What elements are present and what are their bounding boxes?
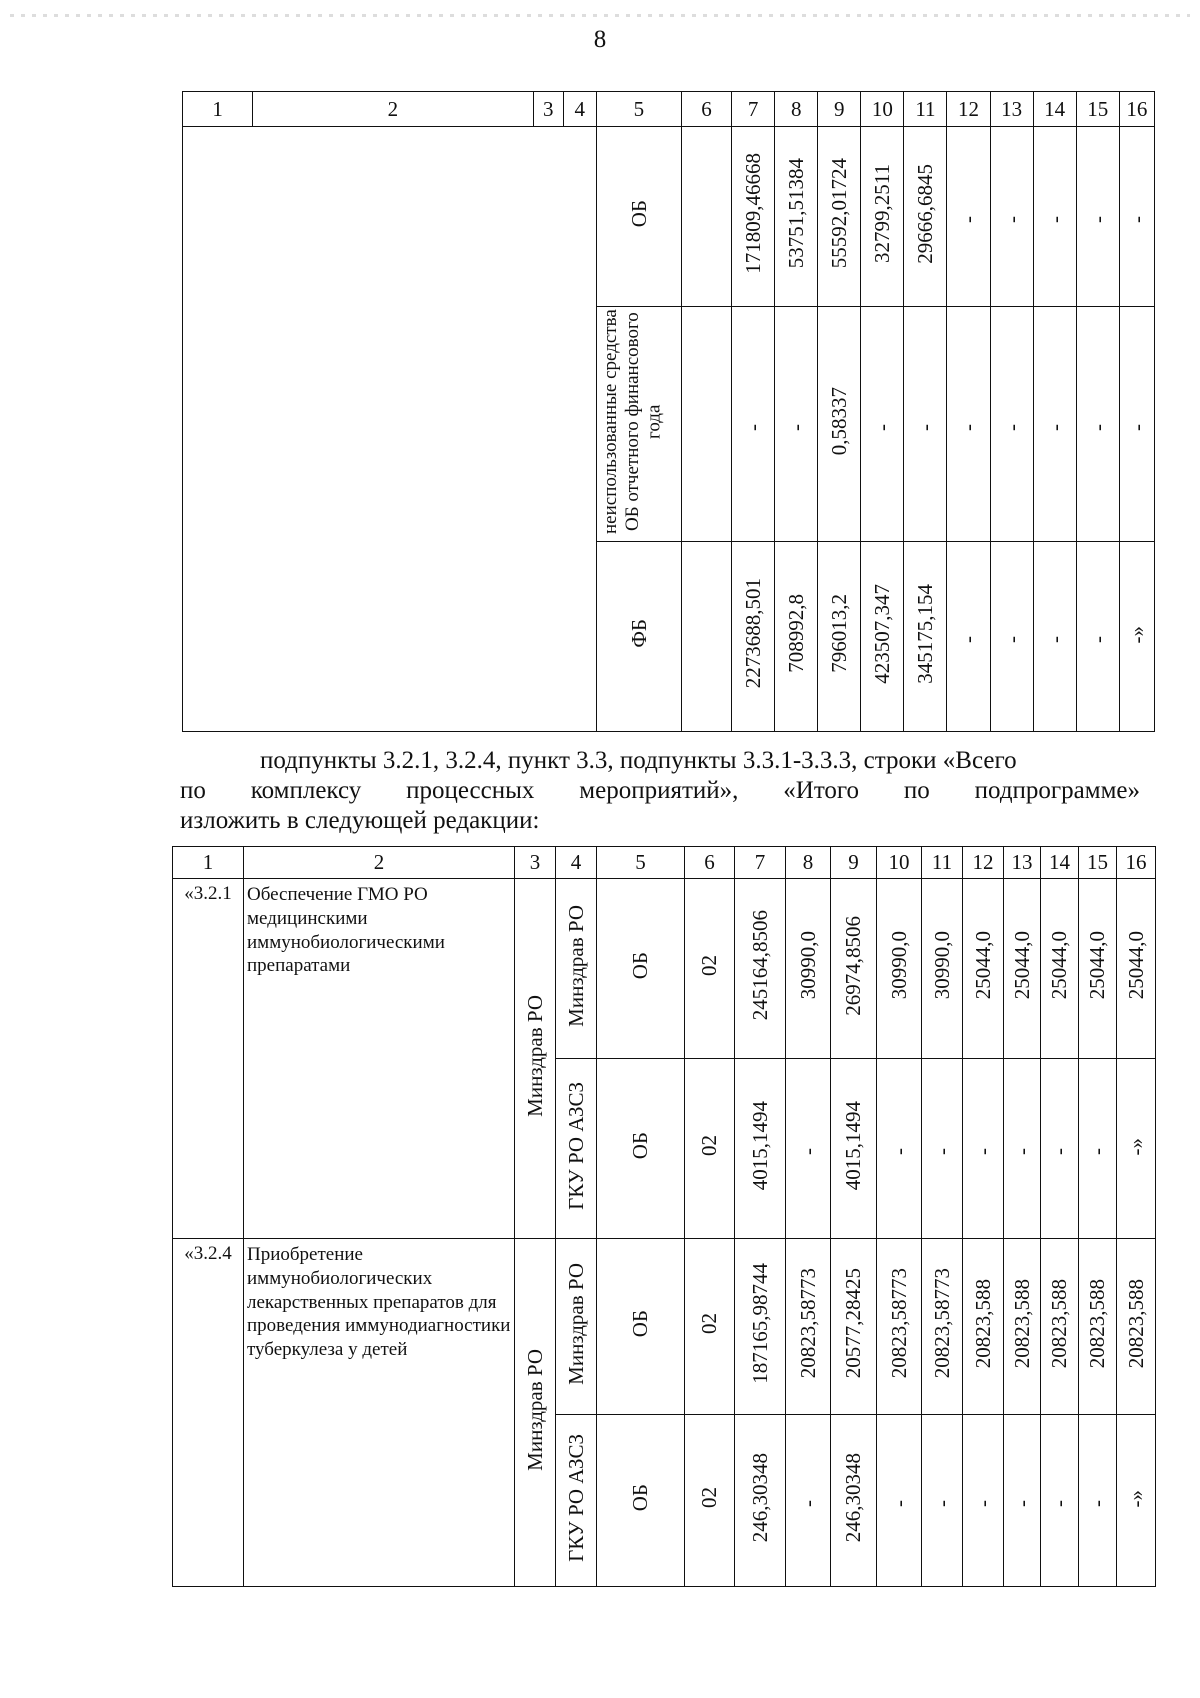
cell-value: - bbox=[929, 1148, 954, 1155]
cell bbox=[681, 127, 731, 307]
cell-value: 345175,154 bbox=[913, 583, 938, 684]
cell bbox=[1119, 542, 1154, 732]
cell-value: -» bbox=[1123, 1489, 1148, 1507]
cell-value: 25044,0 bbox=[1085, 931, 1110, 1000]
cell bbox=[685, 1239, 735, 1415]
cell bbox=[831, 1415, 877, 1587]
cell bbox=[904, 542, 947, 732]
cell bbox=[732, 127, 775, 307]
column-number-row bbox=[183, 92, 1155, 127]
cell-value: 246,30348 bbox=[841, 1452, 866, 1543]
item-name: Приобретение иммунобиологических лекарственных препаратов для проведения иммунодиагностики туберкулеза у детей bbox=[244, 1239, 515, 1587]
funding-source bbox=[596, 127, 681, 307]
cell bbox=[786, 879, 831, 1059]
cell bbox=[818, 542, 861, 732]
cell bbox=[1079, 1239, 1117, 1415]
cell bbox=[947, 127, 990, 307]
column-number-row bbox=[173, 847, 1156, 879]
cell-value: неиспользованные средства ОБ отчетного финансового года bbox=[599, 308, 665, 534]
cell-value: 20577,28425 bbox=[841, 1268, 866, 1379]
cell-value: 20823,588 bbox=[1009, 1278, 1034, 1369]
cell bbox=[1041, 879, 1079, 1059]
participant bbox=[556, 1415, 597, 1587]
col-num: 2 bbox=[244, 847, 515, 879]
col-num: 10 bbox=[861, 92, 904, 127]
table-row bbox=[173, 879, 1156, 1059]
cell bbox=[786, 1059, 831, 1239]
cell-value: 25044,0 bbox=[1009, 931, 1034, 1000]
cell bbox=[1004, 1415, 1041, 1587]
cell-value: - bbox=[1047, 1148, 1072, 1155]
cell-value: ОБ bbox=[628, 951, 653, 980]
page-number: 8 bbox=[593, 26, 607, 53]
col-num: 11 bbox=[904, 92, 947, 127]
scan-artifact bbox=[10, 14, 1190, 17]
cell-value: - bbox=[1009, 1500, 1034, 1507]
cell-value: 423507,347 bbox=[870, 583, 895, 684]
cell-value: - bbox=[956, 423, 981, 431]
cell-value: - bbox=[1085, 1148, 1110, 1155]
cell bbox=[990, 127, 1033, 307]
cell-value: - bbox=[741, 423, 766, 431]
cell-value: ОБ bbox=[626, 199, 651, 228]
col-num: 8 bbox=[786, 847, 831, 879]
col-num: 16 bbox=[1117, 847, 1156, 879]
cell-value: 25044,0 bbox=[1123, 931, 1148, 1000]
cell bbox=[681, 542, 731, 732]
cell-value: ФБ bbox=[626, 619, 651, 648]
cell bbox=[735, 1415, 786, 1587]
cell-value: ОБ bbox=[628, 1131, 653, 1160]
amendment-paragraph bbox=[180, 746, 1140, 836]
cell bbox=[1117, 879, 1156, 1059]
cell-value: 708992,8 bbox=[784, 594, 809, 673]
col-num: 7 bbox=[735, 847, 786, 879]
cell-value: - bbox=[970, 1148, 995, 1155]
col-num: 9 bbox=[831, 847, 877, 879]
col-num: 5 bbox=[597, 847, 685, 879]
cell-value: - bbox=[970, 1500, 995, 1507]
cell bbox=[877, 1059, 922, 1239]
cell bbox=[922, 1239, 963, 1415]
cell-value: 187165,98744 bbox=[747, 1263, 772, 1384]
paragraph-line: подпункты 3.2.1, 3.2.4, пункт 3.3, подпункты 3.3.1-3.3.3, строки «Всего bbox=[260, 747, 1017, 774]
cell bbox=[1076, 542, 1119, 732]
cell-value: - bbox=[1042, 423, 1067, 431]
item-code: «3.2.4 bbox=[173, 1239, 244, 1587]
col-num: 9 bbox=[818, 92, 861, 127]
cell bbox=[735, 1059, 786, 1239]
cell bbox=[1041, 1059, 1079, 1239]
cell-value: - bbox=[1124, 423, 1149, 431]
table-row bbox=[173, 1239, 1156, 1415]
cell bbox=[732, 542, 775, 732]
cell bbox=[963, 1059, 1004, 1239]
cell-value: - bbox=[999, 423, 1024, 431]
cell bbox=[877, 1239, 922, 1415]
cell-value: - bbox=[999, 636, 1024, 643]
funding-source bbox=[596, 542, 681, 732]
cell bbox=[861, 307, 904, 542]
cell-value: 02 bbox=[697, 1135, 722, 1156]
cell-value: 30990,0 bbox=[886, 931, 911, 1000]
col-num: 5 bbox=[596, 92, 681, 127]
col-num: 1 bbox=[183, 92, 253, 127]
cell bbox=[775, 307, 818, 542]
cell bbox=[1004, 1059, 1041, 1239]
cell bbox=[904, 307, 947, 542]
cell-value: - bbox=[870, 423, 895, 431]
participant bbox=[556, 1239, 597, 1415]
cell-value: 4015,1494 bbox=[747, 1100, 772, 1191]
cell bbox=[1119, 307, 1154, 542]
cell bbox=[1033, 542, 1076, 732]
cell-value: 30990,0 bbox=[929, 931, 954, 1000]
cell bbox=[861, 542, 904, 732]
cell-value: - bbox=[956, 216, 981, 223]
cell-value: -» bbox=[1124, 625, 1149, 643]
cell bbox=[831, 1239, 877, 1415]
program-table bbox=[172, 846, 1156, 1587]
cell-value: 246,30348 bbox=[747, 1452, 772, 1543]
cell-value: 55592,01724 bbox=[827, 158, 852, 269]
col-num: 15 bbox=[1076, 92, 1119, 127]
cell bbox=[990, 542, 1033, 732]
cell-value: - bbox=[1042, 216, 1067, 223]
cell-value: - bbox=[1042, 636, 1067, 643]
cell-value: -» bbox=[1123, 1137, 1148, 1155]
executor bbox=[515, 1239, 556, 1587]
cell-value: Минздрав РО bbox=[563, 904, 588, 1027]
col-num: 4 bbox=[563, 92, 596, 127]
col-num: 14 bbox=[1033, 92, 1076, 127]
cell-value: - bbox=[929, 1500, 954, 1507]
funding-source bbox=[597, 1415, 685, 1587]
cell-value: - bbox=[795, 1148, 820, 1155]
cell bbox=[775, 127, 818, 307]
cell bbox=[1033, 307, 1076, 542]
col-num: 1 bbox=[173, 847, 244, 879]
cell bbox=[1079, 1059, 1117, 1239]
cell bbox=[1117, 1059, 1156, 1239]
cell bbox=[735, 879, 786, 1059]
funding-source bbox=[597, 879, 685, 1059]
funding-source bbox=[596, 307, 681, 542]
cell-value: - bbox=[1085, 423, 1110, 431]
cell bbox=[735, 1239, 786, 1415]
cell bbox=[685, 879, 735, 1059]
cell bbox=[818, 127, 861, 307]
item-code: «3.2.1 bbox=[173, 879, 244, 1239]
col-num: 6 bbox=[685, 847, 735, 879]
cell bbox=[922, 879, 963, 1059]
cell bbox=[861, 127, 904, 307]
cell bbox=[1076, 307, 1119, 542]
col-num: 10 bbox=[877, 847, 922, 879]
col-num: 16 bbox=[1119, 92, 1154, 127]
cell bbox=[963, 1415, 1004, 1587]
cell bbox=[1004, 1239, 1041, 1415]
col-num: 4 bbox=[556, 847, 597, 879]
cell-value: - bbox=[1085, 636, 1110, 643]
cell bbox=[1076, 127, 1119, 307]
executor bbox=[515, 879, 556, 1239]
cell-value: ГКУ РО АЗСЗ bbox=[563, 1433, 588, 1562]
cell bbox=[732, 307, 775, 542]
cell-value: - bbox=[784, 423, 809, 431]
cell-value: 02 bbox=[697, 1313, 722, 1334]
cell-value: 171809,46668 bbox=[741, 153, 766, 274]
cell-value: 53751,51384 bbox=[784, 158, 809, 269]
cell-value: 25044,0 bbox=[970, 931, 995, 1000]
cell-value: 245164,8506 bbox=[747, 910, 772, 1021]
participant bbox=[556, 1059, 597, 1239]
table-row bbox=[183, 127, 1155, 307]
cell bbox=[877, 1415, 922, 1587]
col-num: 13 bbox=[990, 92, 1033, 127]
cell-value: 02 bbox=[697, 955, 722, 976]
cell-value: 2273688,501 bbox=[741, 578, 766, 689]
cell-value: 02 bbox=[697, 1487, 722, 1508]
cell-value: 20823,58773 bbox=[795, 1268, 820, 1379]
cell-value: - bbox=[886, 1500, 911, 1507]
cell bbox=[1004, 879, 1041, 1059]
cell-value: Минздрав РО bbox=[563, 1262, 588, 1385]
cell bbox=[681, 307, 731, 542]
col-num: 2 bbox=[253, 92, 534, 127]
cell bbox=[877, 879, 922, 1059]
cell bbox=[963, 1239, 1004, 1415]
funding-source bbox=[597, 1239, 685, 1415]
cell-value: - bbox=[1085, 216, 1110, 223]
cell-value: 20823,588 bbox=[1123, 1278, 1148, 1369]
cell bbox=[831, 1059, 877, 1239]
col-num: 12 bbox=[963, 847, 1004, 879]
cell-value: - bbox=[999, 216, 1024, 223]
col-num: 15 bbox=[1079, 847, 1117, 879]
cell bbox=[685, 1059, 735, 1239]
cell-value: 0,58337 bbox=[827, 386, 852, 456]
cell-value: 20823,58773 bbox=[886, 1268, 911, 1379]
cell bbox=[904, 127, 947, 307]
cell bbox=[818, 307, 861, 542]
cell bbox=[775, 542, 818, 732]
cell-value: - bbox=[1085, 1500, 1110, 1507]
merged-empty-cell bbox=[183, 127, 597, 732]
col-num: 3 bbox=[515, 847, 556, 879]
paragraph-line: изложить в следующей редакции: bbox=[180, 807, 540, 834]
col-num: 11 bbox=[922, 847, 963, 879]
cell-value: Минздрав РО bbox=[522, 994, 547, 1117]
cell-value: - bbox=[956, 636, 981, 643]
cell bbox=[1033, 127, 1076, 307]
participant bbox=[556, 879, 597, 1059]
cell bbox=[786, 1415, 831, 1587]
cell bbox=[831, 879, 877, 1059]
cell-value: ОБ bbox=[628, 1309, 653, 1338]
cell-value: 20823,588 bbox=[1085, 1278, 1110, 1369]
col-num: 14 bbox=[1041, 847, 1079, 879]
cell-value: - bbox=[1047, 1500, 1072, 1507]
cell bbox=[1079, 879, 1117, 1059]
cell bbox=[1041, 1239, 1079, 1415]
cell-value: 4015,1494 bbox=[841, 1100, 866, 1191]
cell-value: 20823,58773 bbox=[929, 1268, 954, 1379]
cell-value: - bbox=[1009, 1148, 1034, 1155]
cell bbox=[1117, 1239, 1156, 1415]
cell-value: 20823,588 bbox=[1047, 1278, 1072, 1369]
cell bbox=[1041, 1415, 1079, 1587]
funding-source bbox=[597, 1059, 685, 1239]
item-name: Обеспечение ГМО РО медицинскими иммунобиологическими препаратами bbox=[244, 879, 515, 1239]
cell bbox=[963, 879, 1004, 1059]
cell-value: - bbox=[795, 1500, 820, 1507]
cell bbox=[786, 1239, 831, 1415]
paragraph-line: по комплексу процессных мероприятий», «Итого по подпрограмме» bbox=[180, 777, 1140, 804]
cell bbox=[1079, 1415, 1117, 1587]
cell bbox=[1119, 127, 1154, 307]
cell bbox=[947, 307, 990, 542]
cell bbox=[922, 1059, 963, 1239]
cell bbox=[685, 1415, 735, 1587]
col-num: 7 bbox=[732, 92, 775, 127]
cell-value: - bbox=[886, 1148, 911, 1155]
cell-value: 20823,588 bbox=[970, 1278, 995, 1369]
cell-value: ОБ bbox=[628, 1483, 653, 1512]
cell-value: 32799,2511 bbox=[870, 164, 895, 263]
col-num: 8 bbox=[775, 92, 818, 127]
col-num: 6 bbox=[681, 92, 731, 127]
col-num: 13 bbox=[1004, 847, 1041, 879]
col-num: 12 bbox=[947, 92, 990, 127]
cell bbox=[990, 307, 1033, 542]
cell bbox=[1117, 1415, 1156, 1587]
cell-value: 796013,2 bbox=[827, 594, 852, 673]
cell-value: 30990,0 bbox=[795, 931, 820, 1000]
cell-value: - bbox=[1124, 216, 1149, 223]
cell-value: 29666,6845 bbox=[913, 163, 938, 264]
cell-value: - bbox=[913, 423, 938, 431]
cell-value: 25044,0 bbox=[1047, 931, 1072, 1000]
cell-value: Минздрав РО bbox=[522, 1348, 547, 1471]
cell-value: ГКУ РО АЗСЗ bbox=[563, 1081, 588, 1210]
cell bbox=[947, 542, 990, 732]
continuation-table bbox=[182, 91, 1155, 732]
col-num: 3 bbox=[533, 92, 563, 127]
cell bbox=[922, 1415, 963, 1587]
cell-value: 26974,8506 bbox=[841, 915, 866, 1016]
